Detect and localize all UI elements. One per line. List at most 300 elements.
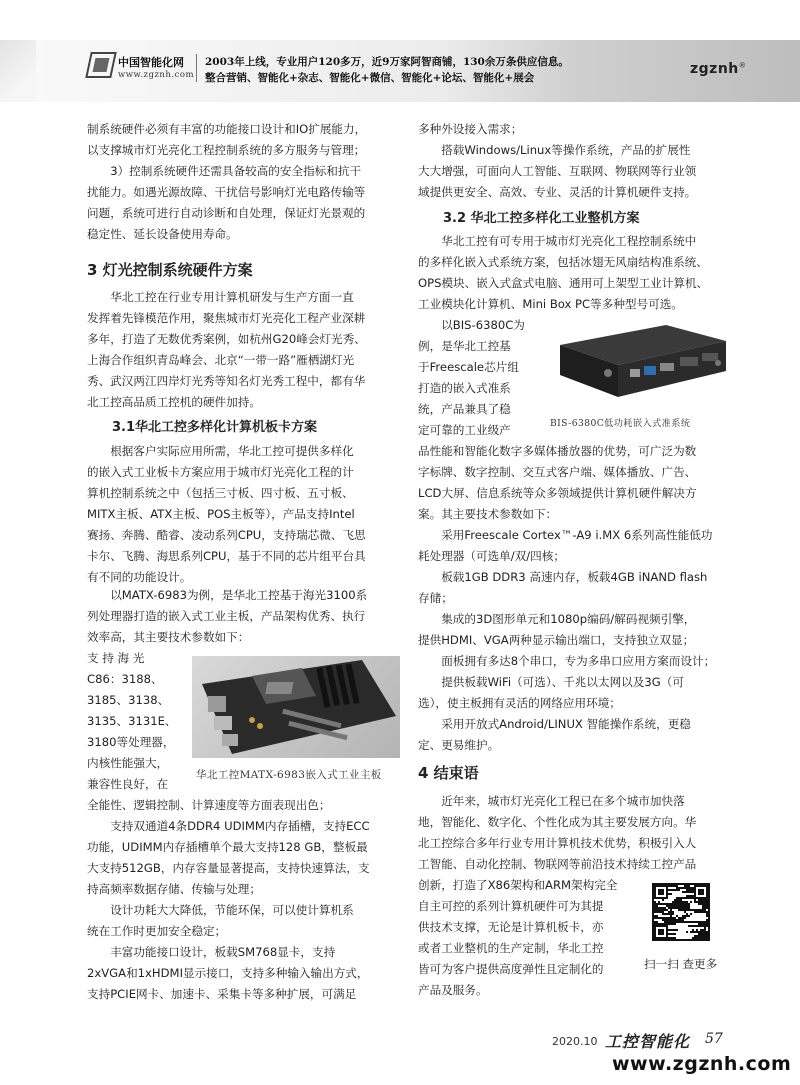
qr-module xyxy=(672,929,674,931)
qr-module xyxy=(656,923,658,925)
qr-module xyxy=(674,905,676,907)
text-line: 华北工控有可专用于城市灯光亮化工程控制系统中 xyxy=(441,234,697,248)
qr-module xyxy=(694,909,696,911)
text-line: 全能性、逻辑控制、计算速度等方面表现出色； xyxy=(87,798,331,812)
qr-module xyxy=(664,921,666,923)
text-line: 2xVGA和1xHDMI显示接口，支持多种输入输出方式， xyxy=(87,966,369,980)
qr-module xyxy=(686,915,688,917)
qr-module xyxy=(706,921,708,923)
qr-module xyxy=(668,893,670,895)
qr-module xyxy=(704,907,706,909)
qr-module xyxy=(670,933,672,935)
text-line: 提供板载WiFi（可选）、千兆以太网以及3G（可 xyxy=(441,675,684,689)
qr-caption: 扫一扫 查更多 xyxy=(644,957,718,971)
watermark-url: www.zgznh.com xyxy=(612,1053,792,1075)
qr-module xyxy=(684,915,686,917)
qr-module xyxy=(690,887,692,889)
text-line: 华北工控在行业专用计算机研发与生产方面一直 xyxy=(110,290,354,304)
text-line: 上海合作组织青岛峰会、北京“一带一路”雁栖湖灯光 xyxy=(87,353,355,367)
text-line: 算机控制系统之中（包括三寸板、四寸板、五寸板、 xyxy=(87,486,354,500)
text-line: 3180等处理器， xyxy=(87,735,175,749)
qr-module xyxy=(666,903,668,905)
qr-module xyxy=(682,921,684,923)
qr-module xyxy=(702,925,704,927)
text-line: 地，智能化、数字化、个性化成为其主要发展方向。华 xyxy=(418,815,697,829)
qr-module xyxy=(684,921,686,923)
text-line: 定可靠的工业级产 xyxy=(418,423,511,437)
section-3-2-heading: 3.2 华北工控多样化工业整机方案 xyxy=(443,211,640,226)
qr-module xyxy=(656,911,658,913)
text-line: 3185、3138、 xyxy=(87,693,170,707)
qr-module xyxy=(670,907,672,909)
qr-module xyxy=(684,885,686,887)
qr-module xyxy=(674,917,676,919)
intro-paragraph-2 xyxy=(87,161,405,245)
section-3-paragraph xyxy=(87,287,405,413)
qr-module xyxy=(706,907,708,909)
qr-module xyxy=(668,905,670,907)
qr-module xyxy=(706,931,708,933)
qr-module xyxy=(686,887,688,889)
qr-module xyxy=(668,889,670,891)
text-line: 板载1GB DDR3 高速内存，板载4GB iNAND flash xyxy=(441,570,708,584)
qr-module xyxy=(704,925,706,927)
qr-module xyxy=(688,891,690,893)
qr-module xyxy=(704,901,706,903)
spec-serial-paragraph xyxy=(418,651,726,672)
text-line: 统在工作时更加安全稳定； xyxy=(87,924,227,938)
brand-name: zgznh xyxy=(690,61,739,77)
qr-module xyxy=(702,937,704,939)
text-line: 卡尔、飞腾、海思系列CPU，基于不同的芯片组平台具 xyxy=(87,549,366,563)
qr-module xyxy=(694,921,696,923)
qr-module xyxy=(690,891,692,893)
qr-module xyxy=(702,935,704,937)
text-line: 打造的嵌入式准系 xyxy=(418,381,511,395)
qr-module xyxy=(654,901,656,903)
qr-module xyxy=(682,901,684,903)
text-line: 皆可为客户提供高度弹性且定制化的 xyxy=(418,962,604,976)
section-3-1-paragraph-1 xyxy=(87,441,405,588)
qr-module xyxy=(668,911,670,913)
qr-module xyxy=(698,935,700,937)
qr-module xyxy=(688,915,690,917)
qr-module xyxy=(704,927,706,929)
qr-module xyxy=(670,937,672,939)
qr-module xyxy=(668,929,670,931)
qr-module xyxy=(690,895,692,897)
text-line: 供技术支撑，无论是计算机板卡，亦 xyxy=(418,920,604,934)
qr-module xyxy=(698,931,700,933)
qr-module xyxy=(704,903,706,905)
qr-module xyxy=(676,901,678,903)
qr-module xyxy=(666,923,668,925)
qr-module xyxy=(686,897,688,899)
qr-module xyxy=(658,907,660,909)
text-line: 以BIS-6380C为 xyxy=(441,318,525,332)
qr-module xyxy=(686,913,688,915)
qr-module xyxy=(688,909,690,911)
qr-module xyxy=(664,909,666,911)
qr-module xyxy=(676,921,678,923)
qr-module xyxy=(668,913,670,915)
qr-module xyxy=(684,907,686,909)
qr-module xyxy=(666,921,668,923)
text-line: 定、更易维护。 xyxy=(418,738,500,752)
box-pc-photo xyxy=(546,311,730,407)
text-line: 功能，UDIMM内存插槽单个最大支持128 GB，整板最 xyxy=(87,840,368,854)
board-wrap-text xyxy=(87,648,187,795)
text-line: 支 持 海 光 xyxy=(87,651,145,665)
qr-module xyxy=(698,889,704,895)
qr-module xyxy=(666,917,668,919)
qr-module xyxy=(694,925,696,927)
section-3-1-heading: 3.1华北工控多样化计算机板卡方案 xyxy=(112,420,318,435)
qr-module xyxy=(662,913,664,915)
qr-module xyxy=(654,911,656,913)
text-line: 发挥着先锋模范作用，聚焦城市灯光亮化工程产业深耕 xyxy=(87,311,366,325)
qr-module xyxy=(706,933,708,935)
qr-module xyxy=(704,921,706,923)
qr-module xyxy=(698,933,700,935)
text-line: 根据客户实际应用所需，华北工控可提供多样化 xyxy=(110,444,354,458)
text-line: 北工控高品质工控机的硬件加持。 xyxy=(87,395,261,409)
text-line: 兼容性良好，在 xyxy=(87,777,169,791)
qr-module xyxy=(672,921,674,923)
text-line: 近年来，城市灯光亮化工程已在多个城市加快落 xyxy=(441,794,685,808)
qr-module xyxy=(684,891,686,893)
motherboard-image xyxy=(192,656,400,758)
text-line: 耗处理器（可选单/双/四核； xyxy=(418,549,565,563)
qr-module xyxy=(692,889,694,891)
text-line: 列处理器打造的嵌入式工业主板，产品架构优秀、执行 xyxy=(87,609,366,623)
qr-module xyxy=(676,885,678,887)
qr-module xyxy=(686,903,688,905)
qr-module xyxy=(654,921,656,923)
qr-module xyxy=(680,899,682,901)
qr-module xyxy=(674,921,676,923)
section-3-1-paragraph-2 xyxy=(87,585,405,648)
text-line: 北工控综合多年行业专用计算机技术优势，积极引入人 xyxy=(418,836,697,850)
qr-module xyxy=(668,885,670,887)
qr-module xyxy=(682,917,684,919)
text-line: 采用Freescale Cortex™-A9 i.MX 6系列高性能低功 xyxy=(441,528,713,542)
hdmi-port xyxy=(660,363,674,371)
qr-module xyxy=(684,901,686,903)
qr-module xyxy=(672,907,674,909)
text-line: 以支撑城市灯光亮化工程控制系统的多方服务与管理； xyxy=(87,143,366,157)
qr-module xyxy=(674,929,676,931)
spec-network-paragraph xyxy=(418,672,726,714)
qr-module xyxy=(706,935,708,937)
text-line: 品性能和智能化数字多媒体播放器的优势，可广泛为数 xyxy=(418,444,697,458)
qr-module xyxy=(694,935,696,937)
qr-module xyxy=(672,885,674,887)
qr-module xyxy=(706,913,708,915)
qr-module xyxy=(656,909,658,911)
text-line: 例，是华北工控基 xyxy=(418,339,511,353)
text-line: 内核性能强大， xyxy=(87,756,169,770)
qr-module xyxy=(692,929,694,931)
conclusion-paragraph xyxy=(418,791,726,875)
qr-module xyxy=(674,885,676,887)
text-line: 秀、武汉两江四岸灯光秀等知名灯光秀工程中，都有华 xyxy=(87,374,366,388)
qr-module xyxy=(706,937,708,939)
qr-module xyxy=(700,909,702,911)
qr-module xyxy=(674,889,676,891)
qr-module xyxy=(686,891,688,893)
qr-module xyxy=(674,937,676,939)
qr-module xyxy=(658,903,660,905)
brand-logo[interactable] xyxy=(690,61,746,77)
qr-module xyxy=(676,915,678,917)
qr-module xyxy=(678,919,680,921)
antenna-port xyxy=(604,369,612,377)
site-url[interactable]: www.zgznh.com xyxy=(118,70,195,80)
qr-module xyxy=(682,891,684,893)
io-port xyxy=(214,716,232,730)
qr-module xyxy=(696,901,698,903)
text-line: 有不同的功能设计。 xyxy=(87,570,192,584)
qr-module xyxy=(662,903,664,905)
qr-module xyxy=(658,929,664,935)
qr-module xyxy=(696,929,698,931)
qr-module xyxy=(696,935,698,937)
qr-module xyxy=(672,913,674,915)
qr-module xyxy=(670,893,672,895)
text-line: 产品及服务。 xyxy=(418,983,488,997)
qr-module xyxy=(692,895,694,897)
text-line: 域提供更安全、高效、专业、灵活的计算机硬件支持。 xyxy=(418,185,697,199)
text-line: 工智能、自动化控制、物联网等前沿技术持续工控产品 xyxy=(418,857,697,871)
qr-module xyxy=(680,909,682,911)
text-line: 效率高，其主要技术参数如下： xyxy=(87,630,250,644)
qr-module xyxy=(704,937,706,939)
qr-module xyxy=(688,889,690,891)
box-pc-image xyxy=(546,311,730,407)
qr-module xyxy=(668,903,670,905)
qr-module xyxy=(678,889,680,891)
qr-module xyxy=(678,899,680,901)
qr-module xyxy=(670,917,672,919)
text-line: MITX主板、ATX主板、POS主板等），产品支持Intel xyxy=(87,507,355,521)
qr-module xyxy=(692,925,694,927)
qr-module xyxy=(702,901,704,903)
qr-module xyxy=(670,885,672,887)
qr-module xyxy=(680,917,682,919)
qr-module xyxy=(668,923,670,925)
box-pc-caption: BIS-6380C低功耗嵌入式准系统 xyxy=(550,418,691,429)
qr-module xyxy=(702,921,704,923)
qr-module xyxy=(680,907,682,909)
qr-module xyxy=(706,901,708,903)
qr-module xyxy=(678,907,680,909)
qr-module xyxy=(670,905,672,907)
box-wrap-continuation xyxy=(418,441,726,525)
qr-module xyxy=(662,909,664,911)
lan-port xyxy=(644,366,656,375)
qr-module xyxy=(660,923,662,925)
qr-module xyxy=(668,917,670,919)
page-number: 57 xyxy=(705,1031,723,1047)
qr-module xyxy=(700,911,702,913)
qr-module xyxy=(674,919,676,921)
qr-module xyxy=(682,919,684,921)
spec-graphics-paragraph xyxy=(418,609,726,651)
qr-module xyxy=(684,903,686,905)
qr-module xyxy=(660,917,662,919)
qr-module xyxy=(700,901,702,903)
site-name[interactable]: 中国智能化网 xyxy=(118,56,184,69)
qr-module xyxy=(700,899,702,901)
capacitor xyxy=(257,723,263,729)
qr-module xyxy=(678,905,680,907)
qr-module xyxy=(678,903,680,905)
qr-module xyxy=(688,897,690,899)
section-3-heading: 3 灯光控制系统硬件方案 xyxy=(87,261,253,279)
text-line: 搭载Windows/Linux等操作系统，产品的扩展性 xyxy=(441,143,691,157)
qr-module xyxy=(690,909,692,911)
qr-module xyxy=(674,933,676,935)
text-line: 创新，打造了X86架构和ARM架构完全 xyxy=(418,878,618,892)
qr-module xyxy=(654,909,656,911)
text-line: OPS模块、嵌入式盒式电脑、通用可上架型工业计算机、 xyxy=(418,276,709,290)
qr-module xyxy=(658,889,664,895)
qr-module xyxy=(688,921,690,923)
qr-module xyxy=(686,885,688,887)
spec-memory-paragraph xyxy=(87,816,405,900)
qr-module xyxy=(682,905,684,907)
qr-module xyxy=(692,931,694,933)
qr-module xyxy=(690,913,692,915)
conclusion-wrap-text xyxy=(418,875,638,1001)
text-line: 案。其主要技术参数如下： xyxy=(418,507,558,521)
qr-module xyxy=(662,907,664,909)
qr-module xyxy=(700,933,702,935)
qr-module xyxy=(682,903,684,905)
qr-module xyxy=(684,897,686,899)
interface-continuation xyxy=(418,119,726,140)
qr-module xyxy=(654,903,656,905)
qr-module xyxy=(672,917,674,919)
io-port xyxy=(222,734,238,746)
text-line: 3135、3131E、 xyxy=(87,714,177,728)
spec-os-paragraph xyxy=(418,714,726,756)
qr-module xyxy=(656,905,658,907)
qr-module xyxy=(698,901,700,903)
qr-module xyxy=(706,905,708,907)
qr-module xyxy=(684,887,686,889)
header-tagline-2: 整合营销、智能化+杂志、智能化+微信、智能化+论坛、智能化+展会 xyxy=(205,72,535,84)
magazine-logo: 工控智能化 xyxy=(605,1032,691,1051)
antenna-port xyxy=(715,360,721,366)
qr-module xyxy=(690,931,692,933)
text-line: 工业模块化计算机、Mini Box PC等多种型号可选。 xyxy=(418,297,683,311)
qr-module xyxy=(672,923,674,925)
qr-module xyxy=(656,917,658,919)
qr-module xyxy=(702,929,704,931)
qr-module xyxy=(676,907,678,909)
qr-module xyxy=(678,887,680,889)
qr-module xyxy=(666,909,668,911)
text-line: 采用开放式Android/LINUX 智能操作系统，更稳 xyxy=(441,717,691,731)
qr-module xyxy=(654,907,656,909)
qr-module xyxy=(670,929,672,931)
qr-module xyxy=(682,909,684,911)
qr-module xyxy=(666,913,668,915)
spec-cpu-paragraph xyxy=(418,525,726,567)
qr-module xyxy=(668,933,670,935)
qr-module xyxy=(670,923,672,925)
qr-module xyxy=(690,897,692,899)
qr-module xyxy=(672,919,674,921)
intro-paragraph-1 xyxy=(87,119,405,161)
qr-module xyxy=(684,917,686,919)
qr-module xyxy=(678,897,680,899)
qr-module xyxy=(702,907,704,909)
text-line: 丰富功能接口设计，板载SM768显卡，支持 xyxy=(110,945,336,959)
qr-module xyxy=(696,925,698,927)
spec-interface-paragraph xyxy=(87,942,405,1005)
qr-module xyxy=(654,923,656,925)
site-logo-icon[interactable] xyxy=(85,52,117,78)
capacitor xyxy=(249,717,255,723)
qr-module xyxy=(664,917,666,919)
qr-module xyxy=(690,925,692,927)
qr-module xyxy=(670,915,672,917)
qr-module xyxy=(674,899,676,901)
qr-module xyxy=(658,911,660,913)
qr-module xyxy=(662,917,664,919)
qr-module xyxy=(672,889,674,891)
motherboard-photo xyxy=(192,656,400,758)
qr-module xyxy=(702,905,704,907)
qr-module xyxy=(654,905,656,907)
qr-module xyxy=(696,909,698,911)
qr-module xyxy=(658,923,660,925)
os-paragraph xyxy=(418,140,726,203)
qr-module xyxy=(656,903,658,905)
text-line: 统，产品兼具了稳 xyxy=(418,402,511,416)
qr-code[interactable] xyxy=(652,883,710,941)
qr-module xyxy=(662,899,664,901)
qr-module xyxy=(706,919,708,921)
qr-module xyxy=(702,931,704,933)
qr-module xyxy=(704,909,706,911)
issue-date: 2020.10 xyxy=(552,1035,598,1048)
usb-port xyxy=(630,369,640,377)
text-line: 以MATX-6983为例，是华北工控基于海光3100系 xyxy=(110,588,368,602)
qr-module xyxy=(696,911,698,913)
text-line: 支持双通道4条DDR4 UDIMM内存插槽，支持ECC xyxy=(110,819,370,833)
qr-module xyxy=(672,911,674,913)
spec-storage-paragraph xyxy=(418,567,726,609)
qr-module xyxy=(674,923,676,925)
qr-module xyxy=(674,903,676,905)
qr-module xyxy=(662,923,664,925)
qr-module xyxy=(676,919,678,921)
qr-module xyxy=(658,901,660,903)
qr-module xyxy=(672,937,674,939)
qr-module xyxy=(692,887,694,889)
qr-module xyxy=(692,937,694,939)
qr-module xyxy=(656,921,658,923)
registered-mark: ® xyxy=(738,61,747,70)
qr-module xyxy=(670,909,672,911)
text-line: 制系统硬件必须有丰富的功能接口设计和IO扩展能力， xyxy=(87,122,367,136)
text-line: 设计功耗大大降低，节能环保，可以使计算机系 xyxy=(110,903,354,917)
text-line: 面板拥有多达8个串口，专为多串口应用方案而设计； xyxy=(441,654,716,668)
